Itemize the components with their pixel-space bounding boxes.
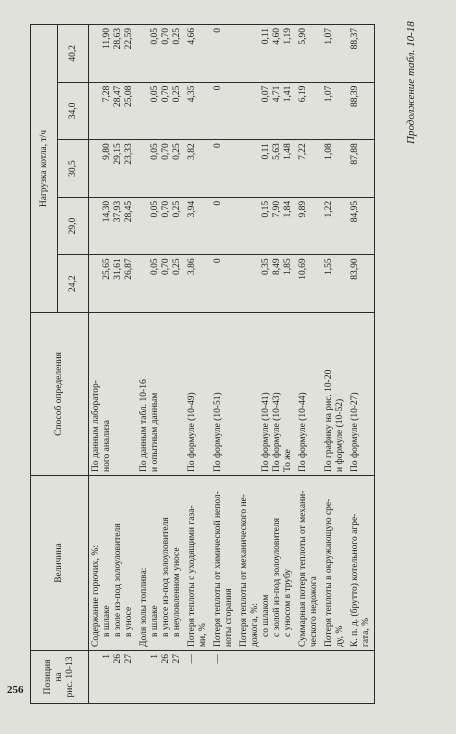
table-caption: Продолжение табл. 10-18 (405, 21, 417, 144)
cell-value: 0,05 0,70 0,25 (137, 255, 185, 313)
cell-value: 0,15 7,90 1,84 (237, 197, 296, 255)
table-row (237, 25, 296, 704)
header-method: Способ определения (31, 313, 89, 476)
cell-method: По формуле (10-44) (296, 313, 322, 476)
cell-position (322, 651, 348, 704)
cell-method: По данным лаборатор- ного анализа (89, 313, 138, 476)
cell-method: По формуле (10-41) По формуле (10-43) То же (237, 313, 296, 476)
cell-value: 4,66 (185, 25, 211, 83)
cell-position (348, 651, 375, 704)
header-load-value: 29,0 (58, 197, 89, 255)
cell-value: 3,82 (185, 140, 211, 198)
cell-quantity: Доля золы топлива: в шлаке в уносе из-под золоуловителя в неуловленном уносе (137, 476, 185, 651)
cell-value: 9,80 29,15 23,33 (89, 140, 138, 198)
cell-method: По формуле (10-27) (348, 313, 375, 476)
cell-quantity: Потеря теплоты от химической непол- ноты сгорания (211, 476, 237, 651)
cell-quantity: К. п. д. (брутто) котельного агре- гата, % (348, 476, 375, 651)
table-row (322, 25, 348, 704)
cell-value: 87,88 (348, 140, 375, 198)
cell-value: 0 (211, 197, 237, 255)
cell-value: 0,05 0,70 0,25 (137, 197, 185, 255)
cell-quantity: Потеря теплоты от механического не- дожога, %: со шлаком с золой из-под золоуловителя с уносом в трубу (237, 476, 296, 651)
header-load-value: 34,0 (58, 82, 89, 140)
cell-value: 3,94 (185, 197, 211, 255)
cell-quantity: Потеря теплоты с уходящими газа- ми, % (185, 476, 211, 651)
cell-value: 0 (211, 255, 237, 313)
cell-value: 0 (211, 82, 237, 140)
cell-position: 1 26 27 (89, 651, 138, 704)
cell-value: 6,19 (296, 82, 322, 140)
table-row (89, 25, 138, 704)
cell-method: По формуле (10-51) (211, 313, 237, 476)
table-body (89, 25, 375, 704)
cell-position: — (185, 651, 211, 704)
cell-value: 0 (211, 140, 237, 198)
header-quantity: Величина (31, 476, 89, 651)
cell-value: 10,69 (296, 255, 322, 313)
cell-value: 1,07 (322, 82, 348, 140)
header-load-value: 30,5 (58, 140, 89, 198)
cell-quantity: Суммарная потеря теплоты от механи- ческого недожога (296, 476, 322, 651)
cell-value: 1,07 (322, 25, 348, 83)
cell-value: 14,30 37,93 28,45 (89, 197, 138, 255)
cell-value: 0,35 8,49 1,85 (237, 255, 296, 313)
cell-position (296, 651, 322, 704)
cell-value: 3,86 (185, 255, 211, 313)
cell-value: 1,22 (322, 197, 348, 255)
cell-method: По графику на рис. 10-20 и формуле (10-52) (322, 313, 348, 476)
cell-value: 7,22 (296, 140, 322, 198)
cell-value: 0,07 4,71 1,41 (237, 82, 296, 140)
cell-method: По формуле (10-49) (185, 313, 211, 476)
cell-value: 0,11 5,63 1,48 (237, 140, 296, 198)
cell-position (237, 651, 296, 704)
cell-value: 0,11 4,60 1,19 (237, 25, 296, 83)
cell-value: 5,90 (296, 25, 322, 83)
cell-value: 0,05 0,70 0,25 (137, 140, 185, 198)
cell-position: — (211, 651, 237, 704)
table-row (211, 25, 237, 704)
table-row (348, 25, 375, 704)
cell-value: 88,39 (348, 82, 375, 140)
cell-value: 88,37 (348, 25, 375, 83)
cell-value: 83,90 (348, 255, 375, 313)
cell-value: 11,90 28,63 22,59 (89, 25, 138, 83)
cell-value: 0,05 0,70 0,25 (137, 82, 185, 140)
cell-position: 1 26 27 (137, 651, 185, 704)
header-load-value: 24,2 (58, 255, 89, 313)
cell-value: 9,89 (296, 197, 322, 255)
data-table (30, 24, 375, 704)
cell-value: 1,55 (322, 255, 348, 313)
cell-value: 7,28 28,47 25,08 (89, 82, 138, 140)
cell-value: 84,95 (348, 197, 375, 255)
page-number: 256 (7, 684, 24, 696)
cell-value: 4,35 (185, 82, 211, 140)
cell-value: 25,65 31,61 26,87 (89, 255, 138, 313)
table-row (185, 25, 211, 704)
cell-method: По данным табл. 10-16 и опытным данным (137, 313, 185, 476)
header-load: Нагрузка котла, т/ч (31, 25, 58, 313)
header-load-value: 40,2 (58, 25, 89, 83)
cell-quantity: Потеря теплоты в окружающую сре- ду, % (322, 476, 348, 651)
cell-value: 1,08 (322, 140, 348, 198)
table-row (137, 25, 185, 704)
cell-quantity: Содержание горючих, %: в шлаке в золе из-под золоуловителя в уносе (89, 476, 138, 651)
header-position: Позиция на рис. 10-13 (31, 651, 89, 704)
cell-value: 0 (211, 25, 237, 83)
cell-value: 0,05 0,70 0,25 (137, 25, 185, 83)
table-row (296, 25, 322, 704)
